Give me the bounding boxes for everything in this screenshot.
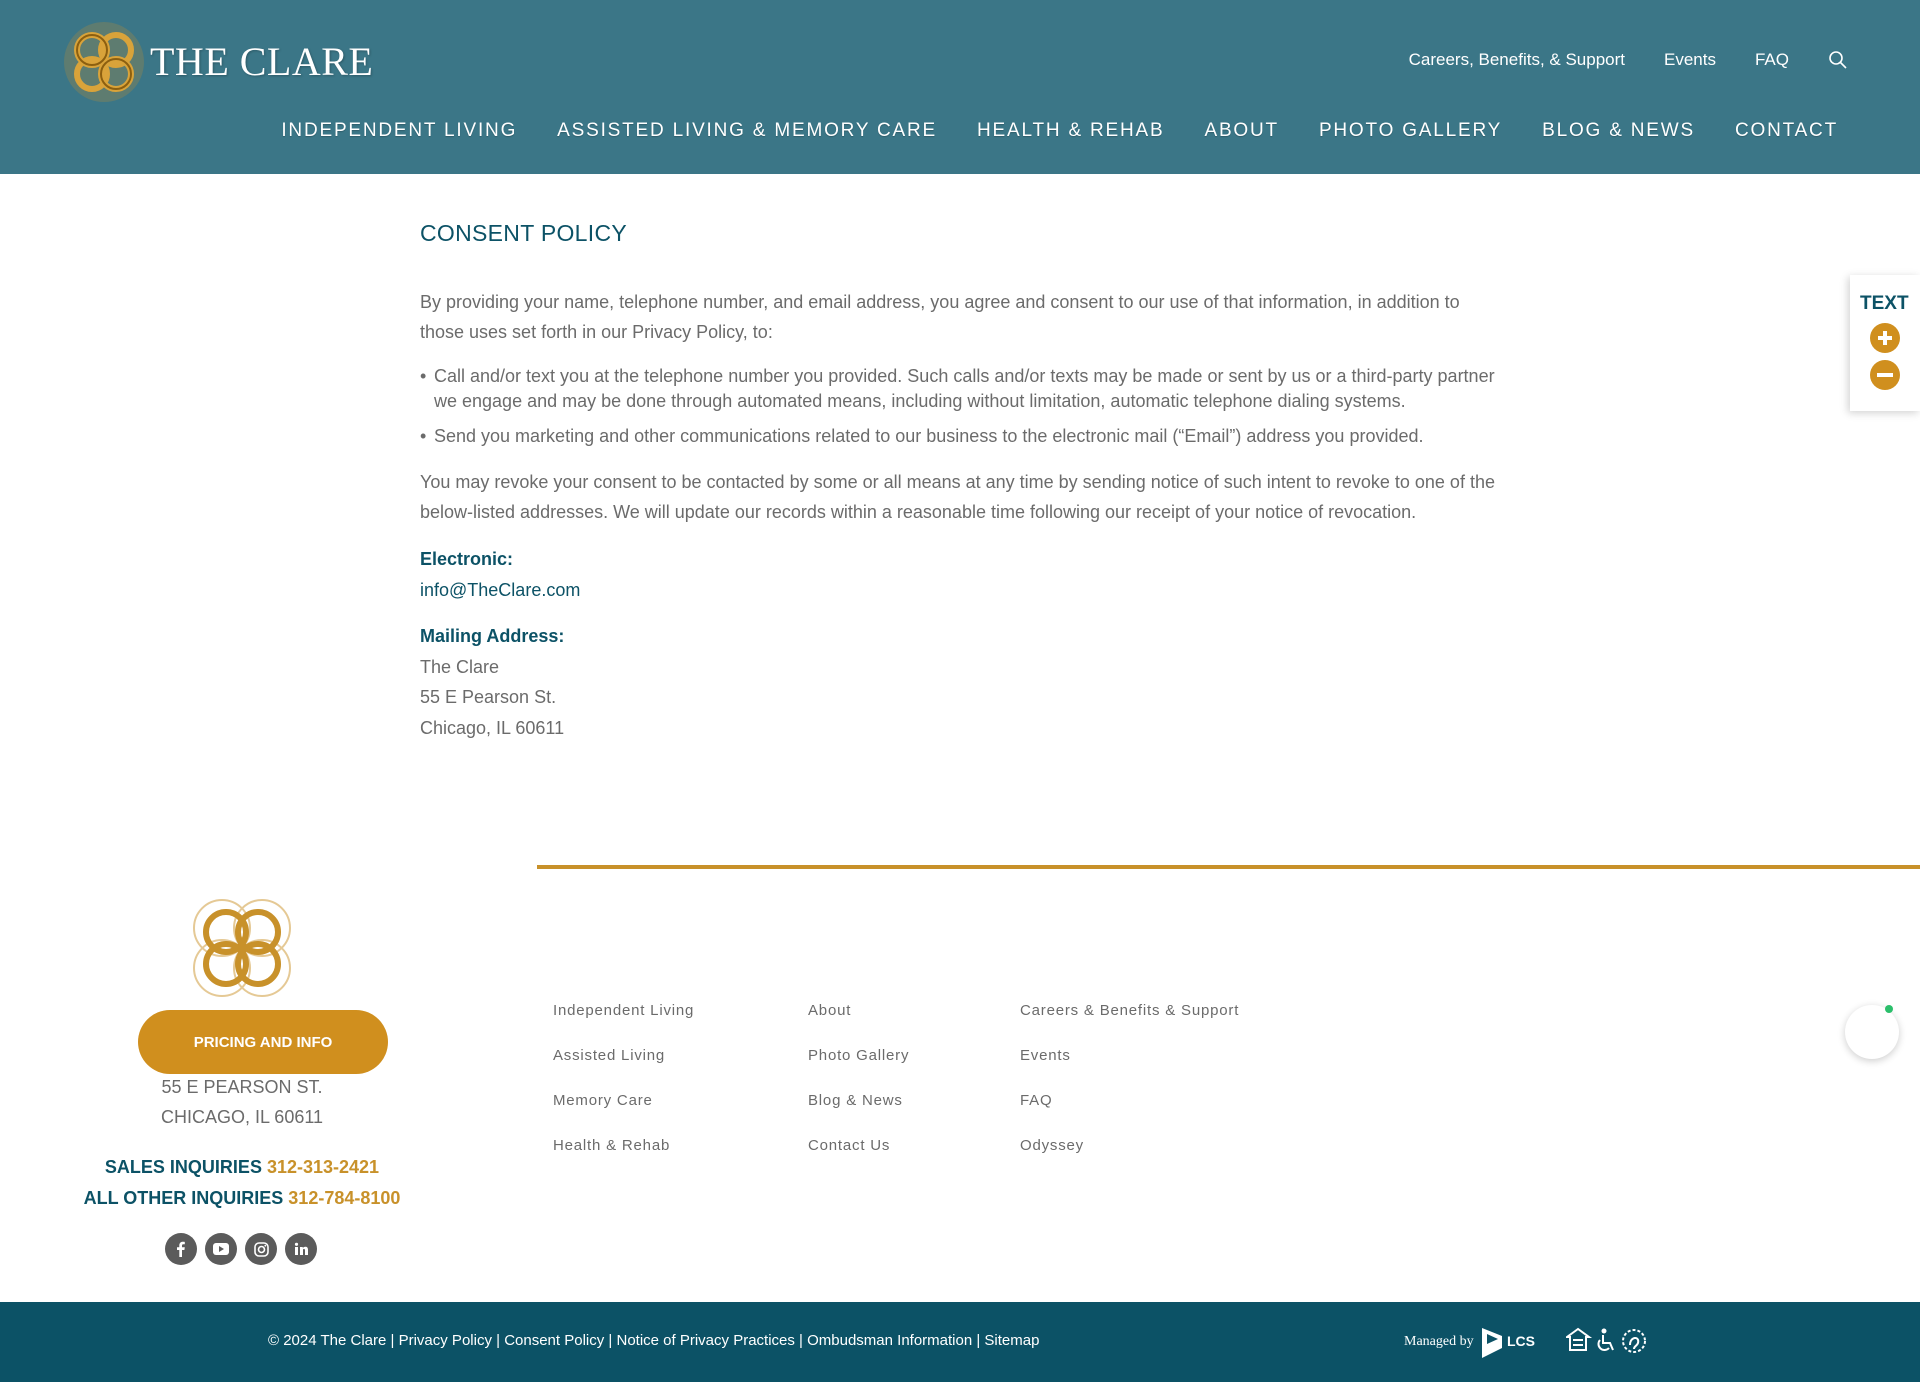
address-line: 55 E Pearson St. [420, 687, 557, 708]
footer-link-contact-us[interactable]: Contact Us [808, 1137, 891, 1154]
list-item [420, 364, 1500, 414]
intro-paragraph: By providing your name, telephone number, and email address, you agree and consent to our use of that information, in addition to those uses set forth in our Privacy Policy, to: [420, 291, 1460, 343]
electronic-label: Electronic: [420, 548, 514, 569]
minus-icon [1870, 360, 1900, 390]
site-header [0, 0, 1920, 174]
footer-link-assisted-living[interactable]: Assisted Living [553, 1047, 666, 1064]
footer-link-events[interactable]: Events [1020, 1047, 1071, 1064]
bullet-marker: • [420, 425, 427, 446]
address-line: CHICAGO, IL 60611 [160, 1107, 324, 1127]
address-line: 55 E PEARSON ST. [161, 1077, 323, 1097]
nav-contact[interactable]: CONTACT [1734, 120, 1838, 141]
footer-bottom-bar [0, 1302, 1920, 1382]
footer-link-about[interactable]: About [808, 1002, 852, 1019]
email-link[interactable]: info@TheClare.com [420, 579, 581, 600]
decrease-text-button[interactable] [1870, 360, 1900, 390]
plus-icon [1870, 323, 1900, 353]
other-inquiries [40, 1183, 444, 1214]
pricing-info-button[interactable]: PRICING AND INFO [138, 1010, 388, 1074]
text-size-widget [1850, 275, 1920, 411]
footer-column-resources [1020, 1002, 1239, 1182]
inquiries [40, 1152, 444, 1214]
footer-column-about [808, 1002, 909, 1182]
online-status-indicator [1885, 1005, 1893, 1013]
footer-link-photo-gallery[interactable]: Photo Gallery [808, 1047, 910, 1064]
list-item-text: Send you marketing and other communications related to our business to the electronic mail (“Email”) address you provided. [434, 425, 1424, 446]
lcs-logo-text: LCS [1507, 1333, 1535, 1349]
page-title: CONSENT POLICY [420, 220, 627, 246]
footer-link-careers[interactable]: Careers & Benefits & Support [1020, 1002, 1240, 1019]
mailing-address [420, 652, 1500, 744]
copyright-text: © 2024 The Clare [268, 1332, 387, 1349]
consent-list [420, 364, 1500, 449]
ombudsman-link[interactable]: Ombudsman Information [807, 1332, 973, 1349]
footer-link-independent-living[interactable]: Independent Living [553, 1002, 695, 1019]
utility-link-faq[interactable]: FAQ [1754, 50, 1789, 69]
revoke-paragraph: You may revoke your consent to be contacted by some or all means at any time by sending notice of such intent to revoke to one of the below-listed addresses. We will update our records within a reasonable time following our receipt of your notice of revocation. [420, 471, 1495, 523]
separator: | [386, 1332, 399, 1349]
increase-text-button[interactable] [1870, 323, 1900, 353]
footer-link-memory-care[interactable]: Memory Care [553, 1092, 653, 1109]
equal-housing-accessibility-icons [1566, 1326, 1650, 1356]
legal-links [268, 1332, 1039, 1349]
footer-link-health-rehab[interactable]: Health & Rehab [553, 1137, 671, 1154]
youtube-icon[interactable] [205, 1233, 237, 1265]
social-links [165, 1233, 317, 1265]
privacy-practices-link[interactable]: Notice of Privacy Practices [616, 1332, 795, 1349]
equal-housing-icon [1567, 1329, 1589, 1350]
mailing-label: Mailing Address: [420, 626, 565, 647]
footer-link-faq[interactable]: FAQ [1020, 1092, 1053, 1109]
separator: | [794, 1332, 808, 1349]
bullet-marker: • [420, 365, 427, 386]
utility-nav [1409, 50, 1848, 70]
footer-column-living [553, 1002, 694, 1182]
chat-button[interactable] [1845, 1005, 1899, 1059]
other-label: ALL OTHER INQUIRIES [83, 1188, 284, 1208]
wheelchair-icon [1598, 1329, 1613, 1351]
clare-emblem-icon [180, 886, 304, 1010]
nav-about[interactable]: ABOUT [1204, 120, 1279, 141]
site-logo[interactable] [62, 20, 372, 110]
nav-assisted-living-memory-care[interactable]: ASSISTED LIVING & MEMORY CARE [557, 120, 938, 141]
footer-address [100, 1072, 384, 1132]
utility-link-careers[interactable]: Careers, Benefits, & Support [1408, 50, 1625, 69]
consent-policy-link[interactable]: Consent Policy [504, 1332, 605, 1349]
separator: | [972, 1332, 985, 1349]
sitemap-link[interactable]: Sitemap [984, 1332, 1040, 1349]
sales-phone-link[interactable]: 312-313-2421 [266, 1157, 380, 1177]
linkedin-icon[interactable] [285, 1233, 317, 1265]
separator: | [604, 1332, 617, 1349]
nav-health-rehab[interactable]: HEALTH & REHAB [977, 120, 1165, 141]
instagram-icon[interactable] [245, 1233, 277, 1265]
nav-blog-news[interactable]: BLOG & NEWS [1542, 120, 1695, 141]
separator: | [491, 1332, 505, 1349]
main-content [420, 218, 1500, 744]
privacy-policy-link[interactable]: Privacy Policy [398, 1332, 492, 1349]
search-icon[interactable] [1828, 50, 1848, 70]
footer-divider [537, 865, 1920, 869]
facebook-icon[interactable] [165, 1233, 197, 1265]
lcs-logo-icon[interactable] [1482, 1324, 1550, 1360]
main-nav [281, 120, 1838, 142]
footer-link-blog-news[interactable]: Blog & News [808, 1092, 903, 1109]
nav-independent-living[interactable]: INDEPENDENT LIVING [281, 120, 518, 141]
address-line: The Clare [420, 656, 500, 677]
logo-text: THE CLARE [150, 39, 374, 84]
other-phone-link[interactable]: 312-784-8100 [288, 1188, 401, 1208]
text-size-label: TEXT [1860, 293, 1909, 314]
utility-link-events[interactable]: Events [1664, 50, 1716, 69]
nav-photo-gallery[interactable]: PHOTO GALLERY [1318, 120, 1503, 141]
address-line: Chicago, IL 60611 [420, 717, 565, 738]
list-item-text: Call and/or text you at the telephone number you provided. Such calls and/or texts may be made or sent by us or a third-party partner we engage and may be done through automated means, including without limitation, automatic telephone dialing systems. [434, 365, 1495, 411]
hearing-accessibility-icon [1623, 1330, 1645, 1352]
managed-by-text: Managed by [1404, 1334, 1474, 1349]
list-item [420, 424, 1500, 449]
clare-logo-icon [62, 20, 146, 104]
sales-label: SALES INQUIRIES [104, 1157, 262, 1177]
footer-link-odyssey[interactable]: Odyssey [1020, 1137, 1084, 1154]
sales-inquiries [40, 1152, 444, 1183]
